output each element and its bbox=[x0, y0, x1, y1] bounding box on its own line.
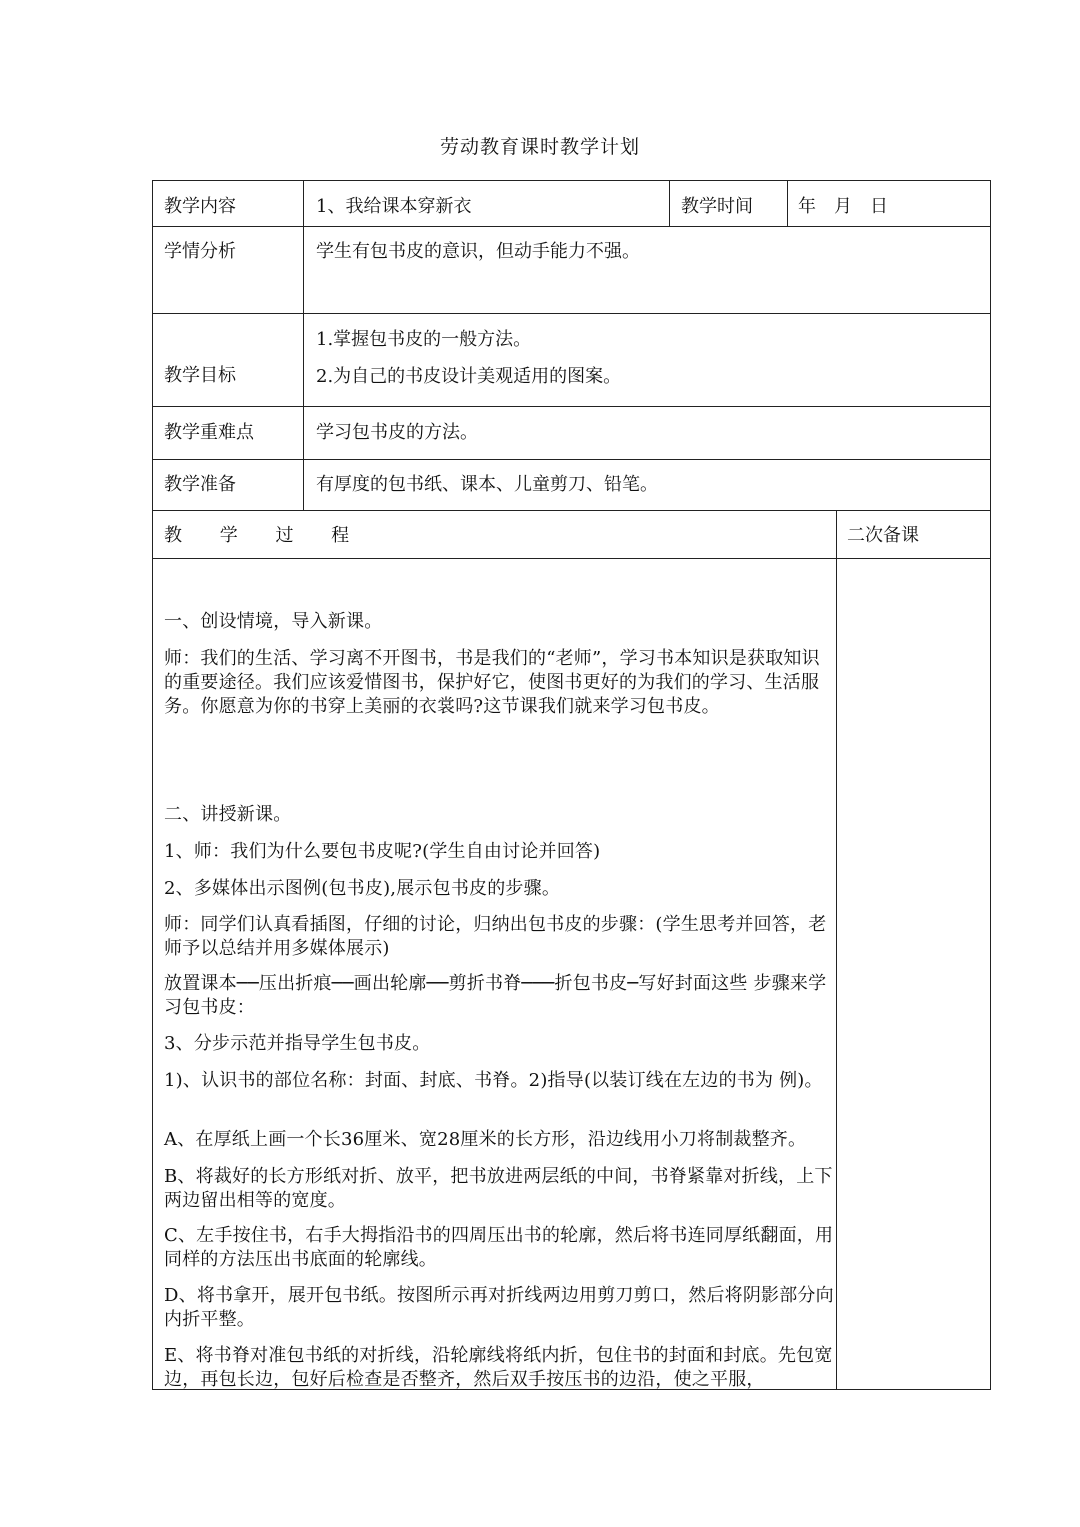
row-divider bbox=[153, 558, 990, 559]
column-divider bbox=[669, 181, 670, 226]
prep-label: 教学准备 bbox=[164, 474, 236, 495]
column-divider bbox=[787, 181, 788, 226]
row-divider bbox=[153, 510, 990, 511]
paragraph: 1、师：我们为什么要包书皮呢?(学生自由讨论并回答) bbox=[164, 841, 601, 862]
paragraph: 师：我们的生活、学习离不开图书，书是我们的“老师”，学习书本知识是获取知识的重要途径。我们应该爱惜图书，保护好它，使图书更好的为我们的学习、生活服务。你愿意为你的书穿上美丽的衣裳吗?这节课我们就来学习包书皮。 bbox=[164, 648, 820, 717]
section-heading: 二、讲授新课。 bbox=[164, 804, 292, 825]
column-divider bbox=[303, 181, 304, 510]
paragraph: 3、分步示范并指导学生包书皮。 bbox=[164, 1033, 431, 1054]
analysis-value: 学生有包书皮的意识，但动手能力不强。 bbox=[316, 241, 640, 262]
key-value: 学习包书皮的方法。 bbox=[316, 422, 478, 443]
paragraph: D、将书拿开，展开包书纸。按图所示再对折线两边用剪刀剪口，然后将阴影部分向内折平整。 bbox=[164, 1285, 834, 1330]
goal-item: 2.为自己的书皮设计美观适用的图案。 bbox=[316, 366, 622, 387]
page-title: 劳动教育课时教学计划 bbox=[439, 136, 640, 158]
time-value: 年 月 日 bbox=[798, 196, 888, 217]
section-heading: 一、创设情境，导入新课。 bbox=[164, 611, 383, 632]
paragraph: E、将书脊对准包书纸的对折线，沿轮廓线将纸内折，包住书的封面和封底。先包宽边，再包长边，包好后检查是否整齐，然后双手按压书的边沿，使之平服， bbox=[164, 1345, 833, 1390]
column-divider bbox=[836, 510, 837, 1390]
prep-value: 有厚度的包书纸、课本、儿童剪刀、铅笔。 bbox=[316, 474, 658, 495]
analysis-label: 学情分析 bbox=[164, 241, 236, 262]
paragraph: B、将裁好的长方形纸对折、放平，把书放进两层纸的中间，书脊紧靠对折线，上下两边留出相等的宽度。 bbox=[164, 1166, 833, 1211]
row-divider bbox=[153, 406, 990, 407]
content-label: 教学内容 bbox=[164, 196, 236, 217]
row-divider bbox=[153, 226, 990, 227]
goals-label: 教学目标 bbox=[164, 365, 236, 386]
process-label: 教 学 过 程 bbox=[164, 525, 366, 546]
row-divider bbox=[153, 459, 990, 460]
paragraph: 师：同学们认真看插图，仔细的讨论，归纳出包书皮的步骤：(学生思考并回答，老师予以总结并用多媒体展示) bbox=[164, 914, 827, 959]
paragraph: 1)、认识书的部位名称：封面、封底、书脊。2)指导(以装订线在左边的书为 例)。 bbox=[164, 1070, 823, 1091]
paragraph: C、左手按住书，右手大拇指沿书的四周压出书的轮廓，然后将书连同厚纸翻面，用同样的方法压出书底面的轮廓线。 bbox=[164, 1225, 834, 1270]
key-label: 教学重难点 bbox=[164, 422, 254, 443]
second-prep-label: 二次备课 bbox=[847, 525, 919, 546]
paragraph: 放置课本──压出折痕──画出轮廓──剪折书脊───折包书皮─写好封面这些 步骤来学习包书皮： bbox=[164, 973, 827, 1018]
time-label: 教学时间 bbox=[681, 196, 753, 217]
content-value: 1、我给课本穿新衣 bbox=[316, 196, 472, 217]
goal-item: 1.掌握包书皮的一般方法。 bbox=[316, 329, 532, 350]
row-divider bbox=[153, 313, 990, 314]
paragraph: 2、多媒体出示图例(包书皮),展示包书皮的步骤。 bbox=[164, 878, 561, 899]
paragraph: A、在厚纸上画一个长36厘米、宽28厘米的长方形，沿边线用小刀将制裁整齐。 bbox=[164, 1129, 807, 1150]
